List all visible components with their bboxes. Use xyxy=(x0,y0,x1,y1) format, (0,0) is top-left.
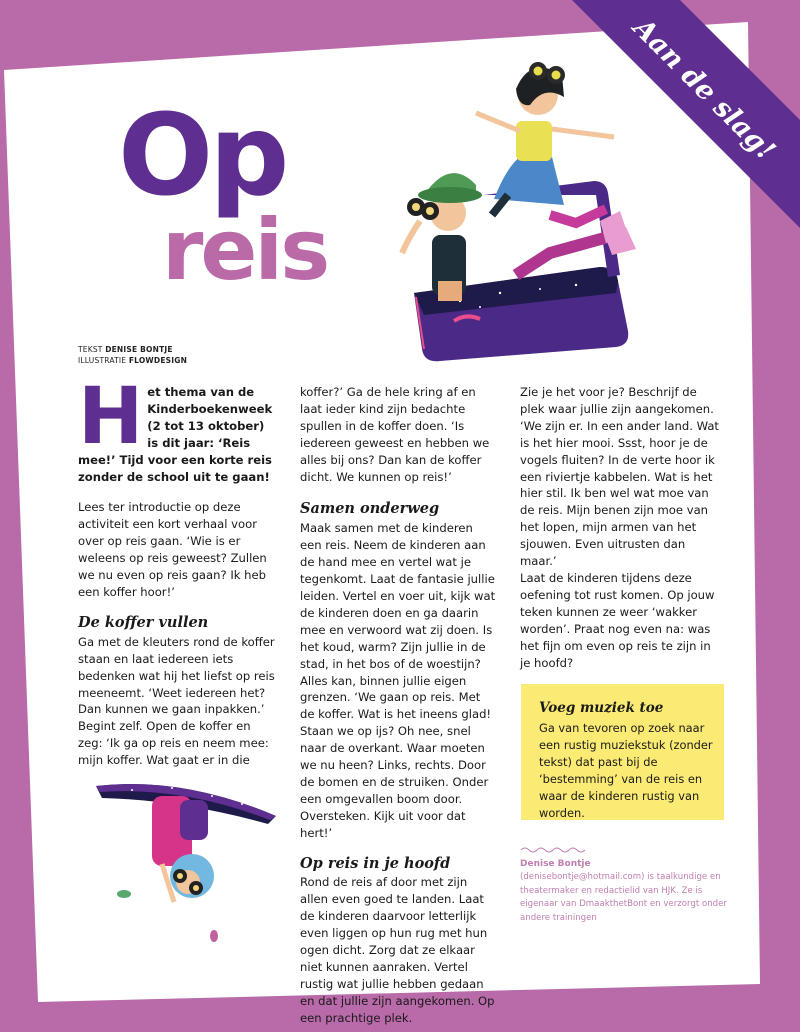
magazine-name: HJK xyxy=(655,976,675,987)
author-name: Denise Bontje xyxy=(520,859,591,869)
article-paragraph: Lees ter introductie op deze activiteit een kort verhaal voor over op reis gaan. ‘Wie is er weleens op reis geweest? Zullen we nu even op reis gaan? Ik heb een koffer hoor!’ xyxy=(78,500,267,599)
article-paragraph: Zie je het voor je? Beschrijf de plek waar jullie zijn aangekomen. ‘We zijn er. In een ander land. Wat is het hier mooi. Ssst, hoor je de vogels fluiten? In de verte hoor ik een riviertje kabbelen. Wat is het hier stil. Ik ben wel wat moe van de reis. Mijn benen zijn moe van het lopen, mijn armen van het sjouwen. Even uitrusten dan maar.’ xyxy=(520,385,719,569)
page-number: 11 xyxy=(734,976,749,987)
title-line-1: Op xyxy=(118,91,286,221)
article-intro: et thema van de Kinderboekenweek (2 tot 13 oktober) is dit jaar: ‘Reis mee!’ Tijd voor een korte reis zonder de school uit te gaan! xyxy=(78,385,273,484)
article-paragraph: Ga met de kleuters rond de koffer staan en laat iedereen iets bedenken wat hij het liefst op reis meeneemt. ‘Weet iedereen het? Dan kunnen we gaan inpakken.’ Begint zelf. Open de koffer en zeg: ‘Ik ga op reis en neem mee: mijn koffer. Wat gaat er in die xyxy=(78,634,275,768)
author-bio xyxy=(520,858,730,925)
section-heading: Samen onderweg xyxy=(300,500,440,518)
section-heading: De koffer vullen xyxy=(78,613,209,631)
issue-number: #2 2019 xyxy=(681,976,725,987)
section-heading: Op reis in je hoofd xyxy=(300,854,451,872)
credits xyxy=(78,344,187,366)
article-column-2 xyxy=(300,384,498,1027)
tip-box xyxy=(521,684,724,820)
tip-box-title: Voeg muziek toe xyxy=(539,700,664,716)
upside-down-kid-illustration xyxy=(92,776,282,956)
wavy-divider xyxy=(520,846,590,854)
author-description: (denisebontje@hotmail.com) is taalkundige en theatermaker en redactielid van HJK. Ze is eigenaar van DmaakthetBont en verzorgt onder andere trainingen xyxy=(520,872,727,923)
article-column-1 xyxy=(78,372,276,769)
article-paragraph: koffer?’ Ga de hele kring af en laat ieder kind zijn bedachte spullen in de koffer doen. ‘Is iedereen geweest en hebben we alles bij ons? Dan kan de koffer dicht. We kunnen op reis!’ xyxy=(300,385,490,484)
ribbon-label: Aan de slag! xyxy=(627,12,781,167)
credit-text-label: TEKST xyxy=(78,345,103,354)
article-paragraph: Maak samen met de kinderen een reis. Neem de kinderen aan de hand mee en vertel wat je tegenkomt. Laat de fantasie jullie leiden. Vertel en voer uit, kijk wat de kinderen doen en ga daarin mee en verwoord wat zij doen. Is het koud, warm? Zijn jullie in de stad, in het bos of de woestijn? Alles kan, binnen jullie eigen grenzen. ‘We gaan op reis. Met de koffer. Wat is het ineens glad! Staan we op ijs? Oh nee, snel naar de overkant. Waar moeten we nu heen? Links, rechts. Door de bomen en de struiken. Onder een omgevallen boom door. Oversteken. Kijk uit voor dat hert!’ xyxy=(300,521,496,840)
credit-illus-label: ILLUSTRATIE xyxy=(78,356,127,365)
article-paragraph: Rond de reis af door met zijn allen even goed te landen. Laat de kinderen daarvoor letterlijk even liggen op hun rug met hun ogen dicht. Zorg dat ze elkaar niet kunnen aanraken. Vertel rustig wat jullie hebben gedaan en dat jullie zijn aangekomen. Op een prachtige plek. xyxy=(300,875,495,1025)
credit-illus-author: FLOWDESIGN xyxy=(128,356,188,365)
tip-box-body: Ga van tevoren op zoek naar een rustig muziekstuk (zonder tekst) dat past bij de ‘bestemming’ van de reis en waar de kinderen rustig van worden. xyxy=(539,721,713,820)
page-footer xyxy=(655,976,748,987)
article-column-3 xyxy=(520,384,720,671)
credit-text-author: DENISE BONTJE xyxy=(105,345,173,354)
suitcase-kids-illustration xyxy=(380,45,660,365)
article-paragraph: Laat de kinderen tijdens deze oefening tot rust komen. Op jouw teken kunnen ze weer ‘wakker worden’. Praat nog even na: was het fijn om even op reis te zijn in je hoofd? xyxy=(520,570,715,670)
drop-cap: H xyxy=(78,372,144,462)
title-line-2: reis xyxy=(162,201,328,299)
